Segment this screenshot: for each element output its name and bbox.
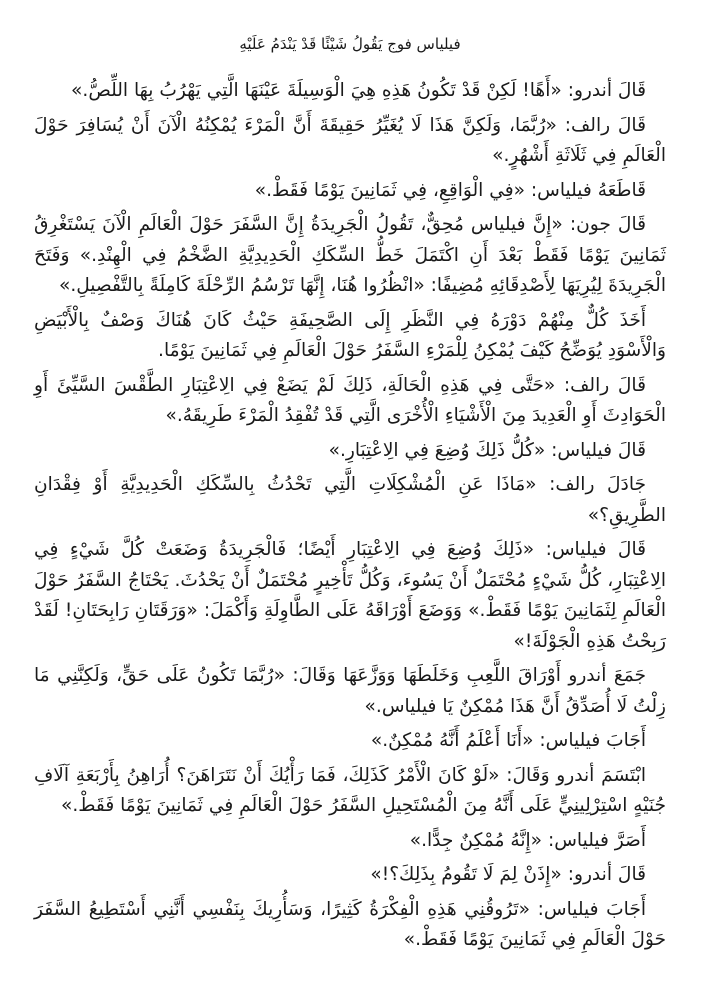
paragraph-phileas-insists: أَصَرَّ فيلياس: «إِنَّهُ مُمْكِنٌ جِدًّا.» [409, 829, 646, 851]
paragraph-phileas-accepts: أَجَابَ فيلياس: «تَرُوقُنِي هَذِهِ الْفِكْرَةُ كَثِيرًا، وَسَأُرِيكَ بِنَفْسِي أَنَّنِي أَسْتَطِيعُ السَّفَرَ حَوْلَ الْعَالَمِ فِي ثَمَانِينَ يَوْمًا فَقَطْ.» [34, 898, 666, 950]
paragraph-phileas-considered: قَالَ فيلياس: «كُلُّ ذَلِكَ وُضِعَ فِي الِاعْتِبَارِ.» [328, 439, 646, 461]
paragraph-phileas-eighty-days: قَاطَعَهُ فيلياس: «فِي الْوَاقِعِ، فِي ثَمَانِينَ يَوْمًا فَقَطْ.» [254, 179, 646, 201]
paragraph-andrew-challenge: قَالَ أندرو: «إِذَنْ لِمَ لَا تَقُومُ بِذَلِكَ؟!» [370, 864, 646, 885]
paragraph-andrew-wager: ابْتَسَمَ أندرو وَقَالَ: «لَوْ كَانَ الْأَمْرُ كَذَلِكَ، فَمَا رَأْيُكَ أَنْ نَتَرَاهَنَ؟ أُرَاهِنُ بِأَرْبَعَةِ آلَافِ جُنَيْهٍ اسْتِرْلِينِيٍّ عَلَى أَنَّهُ مِنَ الْمُسْتَحِيلِ السَّفَرُ حَوْلَ الْعَالَمِ فِي ثَمَانِينَ يَوْمًا فَقَطْ.» [34, 764, 666, 816]
paragraph-john-newspaper: قَالَ جون: «إِنَّ فيلياس مُحِقٌّ، تَقُولُ الْجَرِيدَةُ إِنَّ السَّفَرَ حَوْلَ الْعَالَمِ الْآنَ يَسْتَغْرِقُ ثَمَانِينَ يَوْمًا فَقَطْ بَعْدَ أَنِ اكْتَمَلَ خَطُّ السِّكَكِ الْحَدِيدِيَّةِ الضَّخْمُ فِي الْهِنْدِ.» وَفَتَحَ الْجَرِيدَةَ لِيُرِيَهَا لِأَصْدِقَائِهِ مُضِيفًا: «انْظُرُوا هُنَا، إِنَّهَا تَرْسُمُ الرِّحْلَةَ كَامِلَةً بِالتَّفْصِيلِ.» [34, 214, 666, 296]
body-text [34, 76, 666, 956]
paragraph-ralph-three-months: قَالَ رالف: «رُبَّمَا، وَلَكِنَّ هَذَا لَا يُغَيِّرُ حَقِيقَةَ أَنَّ الْمَرْءَ يُمْكِنُهُ الْآنَ أَنْ يُسَافِرَ حَوْلَ الْعَالَمِ فِي ثَلَاثَةِ أَشْهُرٍ.» [34, 114, 666, 166]
paragraph-andrew-deals: جَمَعَ أندرو أَوْرَاقَ اللَّعِبِ وَخَلَطَهَا وَوَزَّعَهَا وَقَالَ: «رُبَّمَا تَكُونُ عَلَى حَقٍّ، وَلَكِنَّنِي مَا زِلْتُ لَا أُصَدِّقُ أَنَّ هَذَا مُمْكِنٌ يَا فيلياس.» [34, 665, 666, 717]
paragraph-phileas-cards: قَالَ فيلياس: «ذَلِكَ وُضِعَ فِي الِاعْتِبَارِ أَيْضًا؛ فَالْجَرِيدَةُ وَضَعَتْ كُلَّ شَيْءٍ فِي الِاعْتِبَارِ، كُلُّ شَيْءٍ مُحْتَمَلٌ أَنْ يَسُوءَ، وَكُلُّ تَأْخِيرٍ مُحْتَمَلٌ أَنْ يَحْدُثَ. يَحْتَاجُ السَّفَرُ حَوْلَ الْعَالَمِ لِثَمَانِينَ يَوْمًا فَقَطْ.» وَوَضَعَ أَوْرَاقَهُ عَلَى الطَّاوِلَةِ وَأَكْمَلَ: «وَرَقَتَانِ رَابِحَتَانِ! لَقَدْ رَبِحْتُ هَذِهِ الْجَوْلَةَ!» [34, 539, 666, 652]
paragraph-ralph-railway-problems: جَادَلَ رالف: «مَاذَا عَنِ الْمُشْكِلَاتِ الَّتِي تَحْدُثُ بِالسِّكَكِ الْحَدِيدِيَّةِ أَوْ فِقْدَانِ الطَّرِيقِ؟» [34, 474, 666, 526]
paragraph-andrew-escape: قَالَ أندرو: «أَهًا! لَكِنْ قَدْ تَكُونُ هَذِهِ هِيَ الْوَسِيلَةَ عَيْنَهَا الَّتِي يَهْرُبُ بِهَا اللِّصُّ.» [71, 80, 646, 101]
paragraph-group-reads-paper: أَخَذَ كُلٌّ مِنْهُمْ دَوْرَهُ فِي النَّظَرِ إِلَى الصَّحِيفَةِ حَيْثُ كَانَ هُنَاكَ وَصْفٌ بِالْأَبْيَضِ وَالْأَسْوَدِ يُوَضِّحُ كَيْفَ يُمْكِنُ لِلْمَرْءِ السَّفَرُ حَوْلَ الْعَالَمِ فِي ثَمَانِينَ يَوْمًا. [34, 309, 666, 361]
running-header: فيلياس فوج يَقُولُ شَيْئًا قَدْ يَنْدَمُ عَلَيْهِ [239, 35, 461, 53]
paragraph-ralph-weather: قَالَ رالف: «حَتَّى فِي هَذِهِ الْحَالَةِ، ذَلِكَ لَمْ يَضَعْ فِي الِاعْتِبَارِ الطَّقْسَ السَّيِّئَ أَوِ الْحَوَادِثَ أَوِ الْعَدِيدَ مِنَ الْأَشْيَاءِ الْأُخْرَى الَّتِي قَدْ تُفْقِدُ الْمَرْءَ طَرِيقَهُ.» [34, 374, 666, 426]
paragraph-phileas-knows: أَجَابَ فيلياس: «أَنَا أَعْلَمُ أَنَّهُ مُمْكِنٌ.» [370, 730, 646, 751]
